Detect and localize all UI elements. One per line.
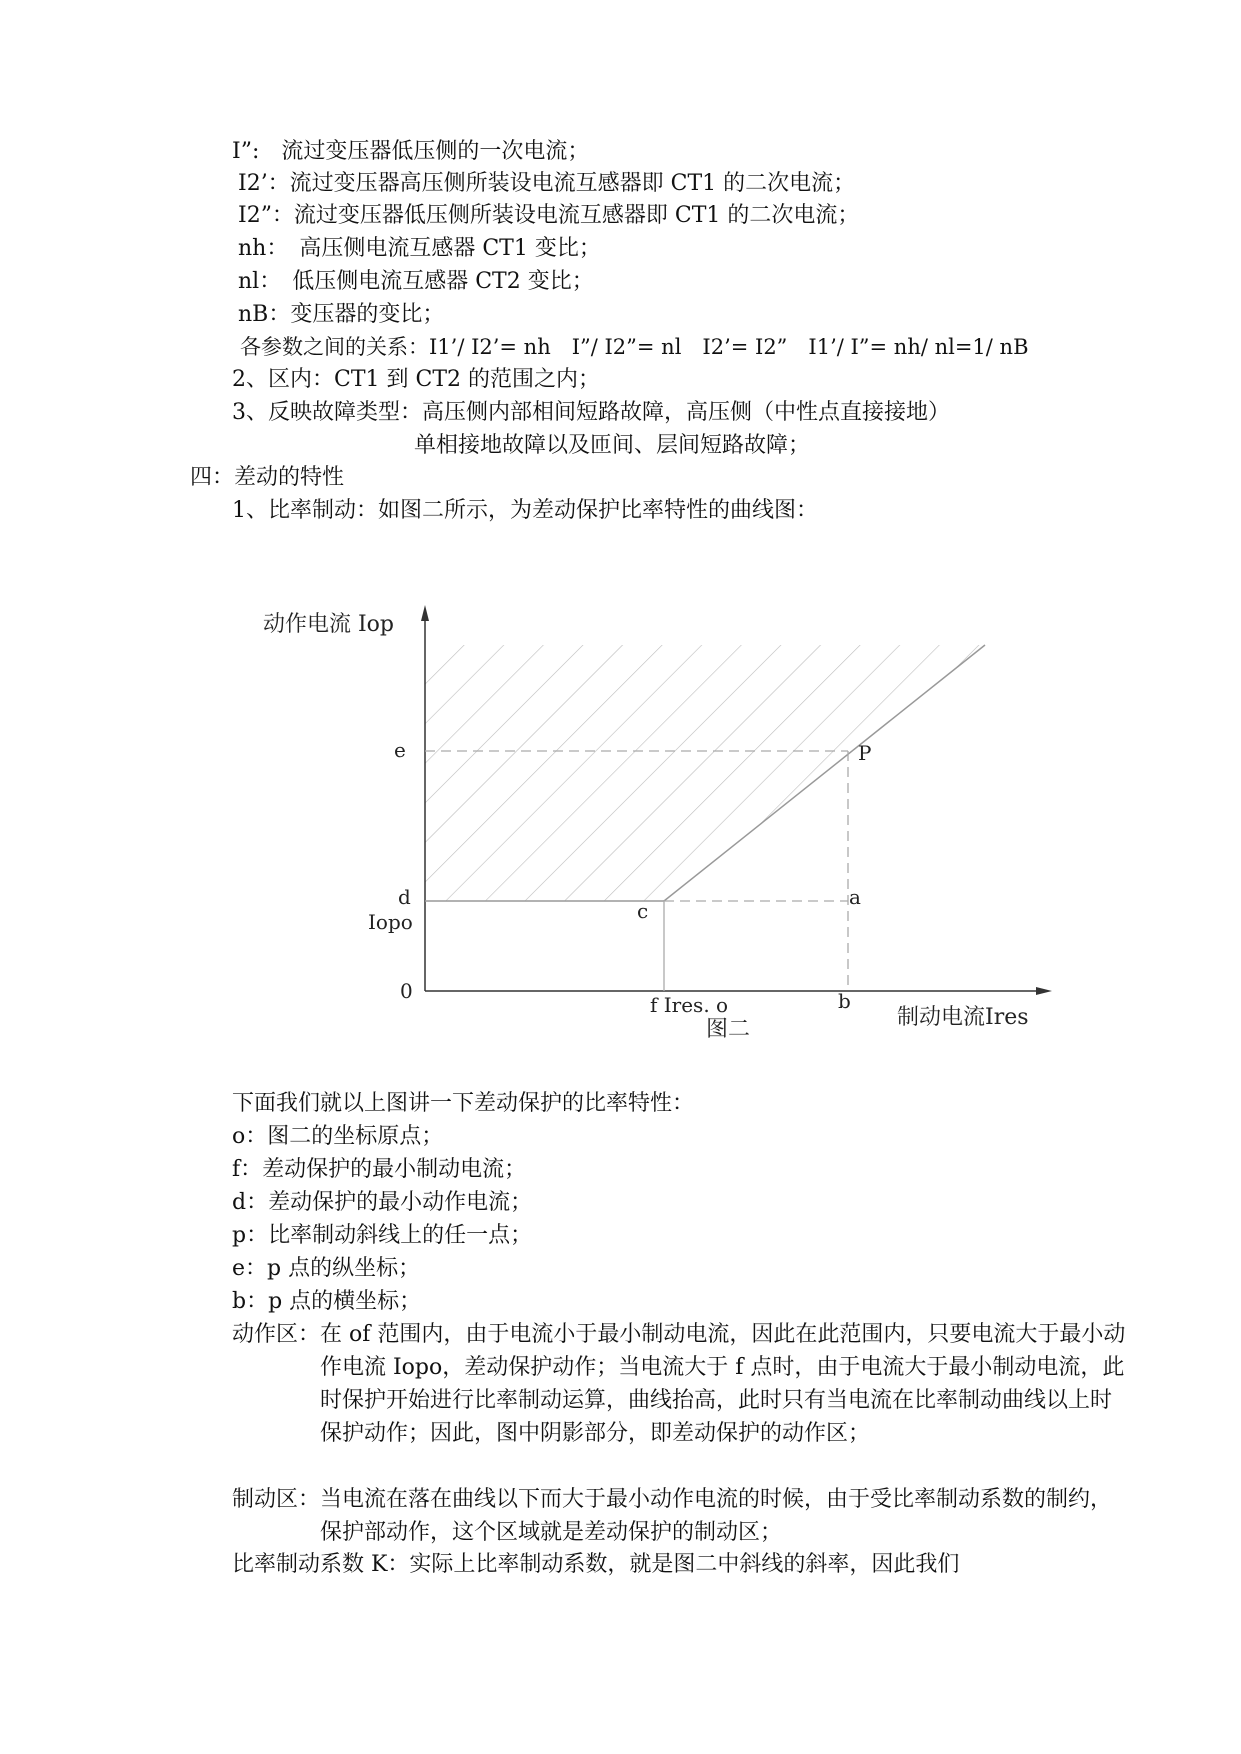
- parameter-relations: 各参数之间的关系：I1’/ I2’= nh I”/ I2”= nl I2’= I2” I1’/ I”= nh/ nl=1/ nB: [240, 335, 1029, 359]
- legend-item: d：差动保护的最小动作电流；: [232, 1190, 533, 1215]
- x-axis-label: 制动电流Ires: [897, 1005, 1029, 1030]
- definition-line: nl： 低压侧电流互感器 CT2 变比；: [238, 269, 594, 294]
- label-iopo: Iopo: [368, 910, 413, 934]
- section-heading: 四：差动的特性: [190, 465, 345, 490]
- action-zone-hatch: [425, 645, 985, 901]
- legend-item: e：p 点的纵坐标；: [232, 1256, 421, 1281]
- definition-line: nB：变压器的变比；: [238, 302, 445, 327]
- label-p: P: [858, 741, 872, 765]
- figure-caption: 图二: [706, 1017, 751, 1042]
- legend-item: o：图二的坐标原点；: [232, 1124, 444, 1149]
- definition-line: I2”：流过变压器低压侧所装设电流互感器即 CT1 的二次电流；: [238, 203, 860, 228]
- x-axis-arrow: [1036, 987, 1052, 995]
- item-3-line-1: 3、反映故障类型：高压侧内部相间短路故障，高压侧（中性点直接接地）: [232, 400, 950, 425]
- definition-line: I”: 流过变压器低压侧的一次电流；: [232, 139, 590, 164]
- label-c: c: [637, 899, 649, 923]
- intro-text: 下面我们就以上图讲一下差动保护的比率特性：: [232, 1091, 695, 1116]
- item-2: 2、区内：CT1 到 CT2 的范围之内；: [232, 367, 600, 392]
- action-zone-paragraph: 动作区：在 of 范围内，由于电流小于最小制动电流，因此在此范围内，只要电流大于最小动作电流 Iopo，差动保护动作；当电流大于 f 点时，由于电流大于最小制动电流，此时保护开始进行比率制动运算，曲线抬高，此时只有当电流在比率制动曲线以上时保护动作；因此，图中阴影部分，即差动保护的动作区；: [232, 1322, 1126, 1446]
- legend-item: b：p 点的横坐标；: [232, 1289, 422, 1314]
- legend-item: p：比率制动斜线上的任一点；: [232, 1223, 533, 1248]
- label-b: b: [838, 989, 851, 1013]
- label-e: e: [394, 738, 406, 762]
- origin-label: 0: [400, 979, 413, 1003]
- label-a: a: [849, 885, 861, 909]
- item-3-line-2: 单相接地故障以及匝间、层间短路故障；: [414, 433, 811, 458]
- y-axis-arrow: [421, 605, 429, 621]
- legend-item: f：差动保护的最小制动电流；: [232, 1157, 527, 1182]
- ratio-coefficient-line: 比率制动系数 K：实际上比率制动系数，就是图二中斜线的斜率，因此我们: [232, 1552, 960, 1577]
- definition-line: I2’：流过变压器高压侧所装设电流互感器即 CT1 的二次电流；: [238, 171, 856, 196]
- section-item-1: 1、比率制动：如图二所示，为差动保护比率特性的曲线图：: [232, 498, 818, 523]
- label-f: f Ires. o: [650, 993, 729, 1017]
- definition-line: nh： 高压侧电流互感器 CT1 变比；: [238, 236, 601, 261]
- y-axis-label: 动作电流 Iop: [263, 612, 395, 637]
- label-d: d: [398, 885, 411, 909]
- restraint-zone-paragraph: 制动区：当电流在落在曲线以下而大于最小动作电流的时候，由于受比率制动系数的制约，保护部动作，这个区域就是差动保护的制动区；: [232, 1487, 1113, 1545]
